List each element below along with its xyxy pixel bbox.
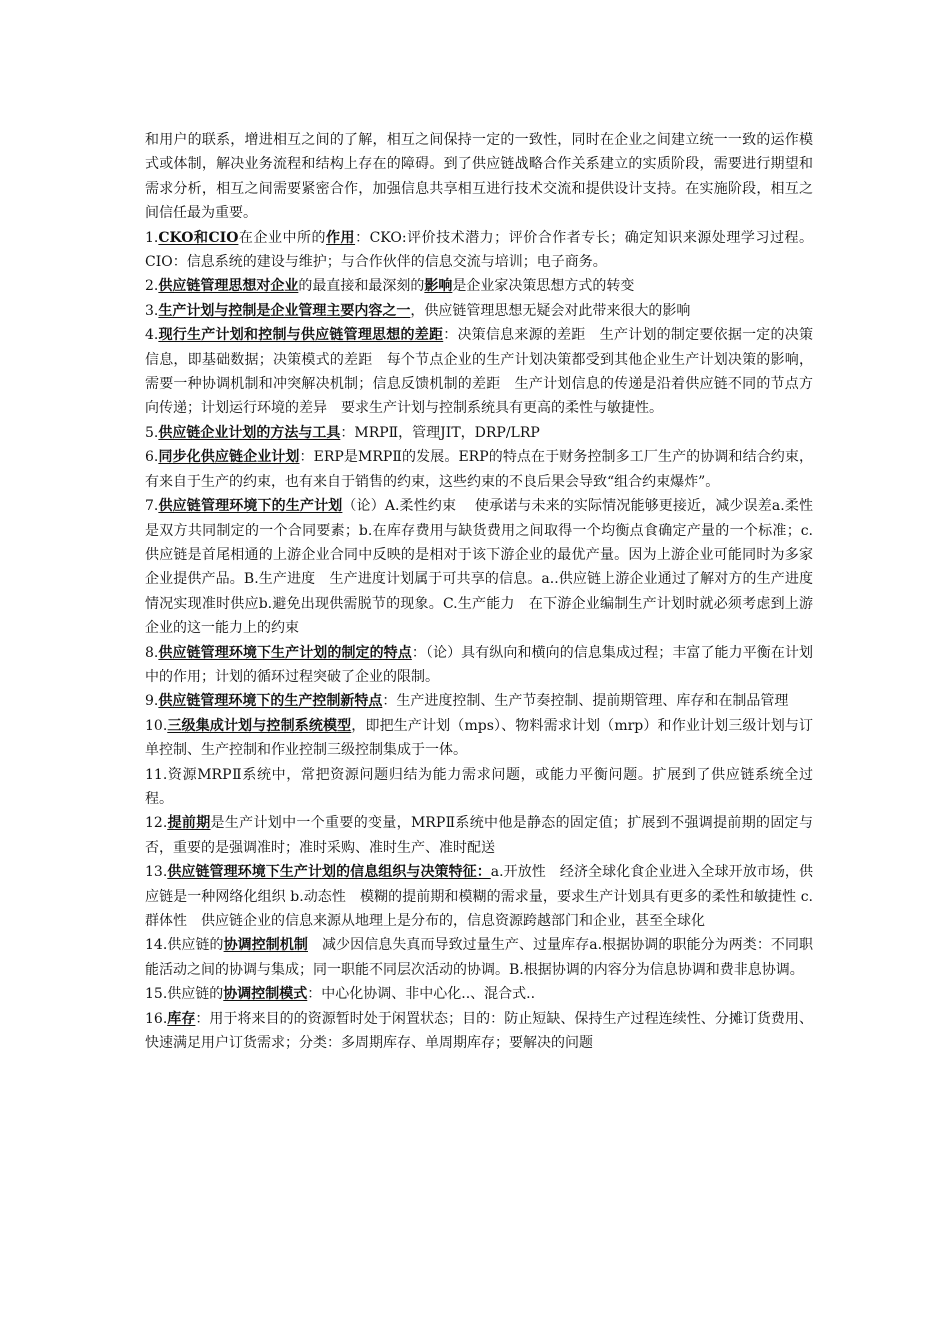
text-run: 9. bbox=[145, 693, 159, 710]
paragraph bbox=[145, 811, 813, 860]
paragraph bbox=[145, 299, 813, 323]
paragraph bbox=[145, 274, 813, 298]
text-run: 16. bbox=[145, 1010, 168, 1027]
key-term: 协调控制机制 bbox=[223, 937, 308, 954]
text-run: 减少因信息失真而导致过量生产、过量库存a.根据协调的职能分为两类：不同职能活动之间的协调与集成；同一职能不同层次活动的协调。B.根据协调的内容分为信息协调和费非息协调。 bbox=[145, 937, 814, 978]
key-term: 协调控制模式 bbox=[223, 986, 308, 1003]
text-run: 12. bbox=[145, 815, 168, 832]
text-run: 13. bbox=[145, 864, 168, 881]
paragraph bbox=[145, 860, 813, 933]
text-run: 4. bbox=[145, 327, 159, 344]
paragraph bbox=[145, 982, 813, 1006]
key-term: 现行生产计划和控制与供应链管理思想的差距 bbox=[158, 327, 444, 344]
text-run: ：决策信息来源的差距 生产计划的制定要依据一定的决策信息，即基础数据；决策模式的差距 每个节点企业的生产计划决策都受到其他企业生产计划决策的影响，需要一种协调机制和冲突解决机制；信息反馈机制的差距 生产计划信息的传递是沿着供应链不同的节点方向传递；计划运行环境的差异 要求生产计划与控制系统具有更高的柔性与敏捷性。 bbox=[145, 327, 814, 417]
text-run: 2. bbox=[145, 278, 159, 295]
paragraph bbox=[145, 421, 813, 445]
text-run: 是企业家决策思想方式的转变 bbox=[452, 278, 635, 295]
text-run: 15.供应链的 bbox=[145, 986, 224, 1003]
paragraph bbox=[145, 689, 813, 713]
text-run: ，即把生产计划（mps）、物料需求计划（mrp）和作业计划三级计划与订单控制、生产控制和作业控制三级控制集成于一体。 bbox=[145, 717, 813, 759]
paragraph bbox=[145, 323, 813, 421]
text-run: ：（论）具有纵向和横向的信息集成过程；丰富了能力平衡在计划中的作用；计划的循环过程突破了企业的限制。 bbox=[145, 644, 814, 685]
paragraph bbox=[145, 494, 813, 640]
text-run: 7. bbox=[145, 498, 159, 515]
key-term: 提前期 bbox=[167, 815, 211, 832]
key-term: 生产计划与控制是企业管理主要内容之一 bbox=[158, 302, 411, 319]
key-term: 供应链管理环境下的生产控制新特点 bbox=[158, 693, 383, 710]
text-run: 的最直接和最深刻的 bbox=[298, 278, 425, 295]
paragraph bbox=[145, 128, 813, 226]
text-run: 在企业中所的 bbox=[238, 229, 327, 246]
text-run: ：用于将来目的的资源暂时处于闲置状态；目的：防止短缺、保持生产过程连续性、分摊订货费用、快速满足用户订货需求；分类：多周期库存、单周期库存；要解决的问题 bbox=[145, 1010, 814, 1052]
text-run: ：中心化协调、非中心化..、混合式.. bbox=[307, 986, 536, 1003]
paragraph bbox=[145, 933, 813, 982]
paragraph bbox=[145, 445, 813, 494]
text-run: ：MRPⅡ，管理JIT，DRP/LRP bbox=[340, 424, 540, 441]
key-term: 供应链管理环境下生产计划的信息组织与决策特征： bbox=[167, 864, 491, 881]
text-run: 是生产计划中一个重要的变量，MRPⅡ系统中他是静态的固定值；扩展到不强调提前期的固定与否，重要的是强调准时；准时采购、准时生产、准时配送 bbox=[145, 815, 813, 856]
text-run: ：生产进度控制、生产节奏控制、提前期管理、库存和在制品管理 bbox=[382, 693, 789, 710]
text-run: 6. bbox=[145, 449, 159, 466]
text-run: 1. bbox=[145, 229, 159, 246]
paragraph bbox=[145, 763, 813, 812]
text-run: （论）A.柔性约束 使承诺与未来的实际情况能够更接近，减少误差a.柔性是双方共同制定的一个合同要素；b.在库存费用与缺货费用之间取得一个均衡点食确定产量的一个标准；c.供应链是首尾相通的上游企业合同中反映的是相对于该下游企业的最优产量。因为上游企业可能同时为多家企业提供产品。B.生产进度 生产进度计划属于可共享的信息。a..供应链上游企业通过了解对方的生产进度情况实现准时供应b.避免出现供需脱节的现象。C.生产能力 在下游企业编制生产计划时就必须考虑到上游企业的这一能力上的约束 bbox=[145, 498, 814, 637]
text-run: ：CKO:评价技术潜力；评价合作者专长；确定知识来源处理学习过程。CIO：信息系统的建设与维护；与合作伙伴的信息交流与培训；电子商务。 bbox=[145, 229, 813, 271]
key-term: 库存 bbox=[167, 1010, 196, 1027]
key-term: 供应链管理思想对企业 bbox=[158, 278, 299, 295]
text-run: ：ERP是MRPⅡ的发展。ERP的特点在于财务控制多工厂生产的协调和结合约束，有来自于生产的约束，也有来自于销售的约束，这些约束的不良后果会导致“组合约束爆炸”。 bbox=[145, 449, 814, 490]
key-term: 作用 bbox=[326, 229, 356, 246]
text-run: 10. bbox=[145, 717, 168, 734]
key-term: 供应链企业计划的方法与工具 bbox=[158, 424, 341, 441]
document-body bbox=[145, 128, 813, 1055]
text-run: 5. bbox=[145, 424, 159, 441]
text-run: ，供应链管理思想无疑会对此带来很大的影响 bbox=[410, 302, 691, 319]
text-run: 和用户的联系，增进相互之间的了解，相互之间保持一定的一致性，同时在企业之间建立统一一致的运作模式或体制，解决业务流程和结构上存在的障碍。到了供应链战略合作关系建立的实质阶段，需要进行期望和需求分析，相互之间需要紧密合作，加强信息共享相互进行技术交流和提供设计支持。在实施阶段，相互之间信任最为重要。 bbox=[145, 132, 813, 222]
text-run: 8. bbox=[145, 644, 159, 661]
text-run: 3. bbox=[145, 302, 159, 319]
text-run: 14.供应链的 bbox=[145, 937, 224, 954]
paragraph bbox=[145, 1007, 813, 1056]
key-term: CKO和CIO bbox=[158, 229, 239, 246]
paragraph bbox=[145, 714, 813, 763]
paragraph bbox=[145, 641, 813, 690]
paragraph bbox=[145, 226, 813, 275]
text-run: 11.资源MRPⅡ系统中，常把资源问题归结为能力需求问题，或能力平衡问题。扩展到了供应链系统全过程。 bbox=[145, 766, 813, 807]
key-term: 同步化供应链企业计划 bbox=[158, 449, 300, 466]
key-term: 供应链管理环境下的生产计划 bbox=[158, 498, 343, 515]
text-run: a.开放性 经济全球化食企业进入全球开放市场，供应链是一种网络化组织 b.动态性 模糊的提前期和模糊的需求量，要求生产计划具有更多的柔性和敏捷性 c.群体性 供应链企业的信息来源从地理上是分布的，信息资源跨越部门和企业，甚至全球化 bbox=[145, 864, 813, 929]
key-term: 三级集成计划与控制系统模型 bbox=[167, 717, 352, 734]
key-term: 影响 bbox=[424, 278, 453, 295]
key-term: 供应链管理环境下生产计划的制定的特点 bbox=[158, 644, 412, 661]
